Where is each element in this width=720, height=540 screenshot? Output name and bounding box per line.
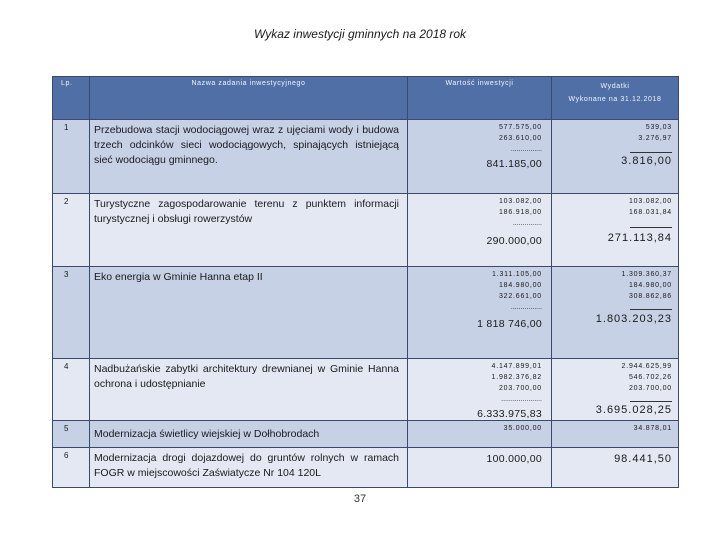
page-number: 37 [353,493,367,505]
sum-rule [630,401,672,402]
row-lp: 1 [53,120,90,194]
row-expenses: 98.441,50 [552,448,679,488]
header-value: Wartość inwestycji [408,77,552,120]
table-row [53,448,679,488]
row-task-name: Nadbużańskie zabytki architektury drewnianej w Gminie Hanna ochrona i udostępnianie [90,359,408,421]
header-name: Nazwa zadania inwestycyjnego [90,77,408,120]
header-row [53,77,679,120]
table-row [53,120,679,194]
row-expenses: 1.309.360,37 184.980,00 308.862,86 1.803.203,23 [552,267,679,359]
table-row [53,194,679,267]
row-value: 100.000,00 [408,448,552,488]
row-value: 1.311.105,00 184.980,00 322.661,00 ................ 1 818 746,00 [408,267,552,359]
row-lp: 3 [53,267,90,359]
row-value: 4.147.899,01 1.982.376,82 203.700,00 ..................... 6.333.975,83 [408,359,552,421]
row-task-name: Eko energia w Gminie Hanna etap II [90,267,408,359]
row-expenses: 539,03 3.276,97 3.816,00 [552,120,679,194]
row-task-name: Modernizacja świetlicy wiejskiej w Dołhobrodach [90,421,408,448]
row-expenses: 2.944.625,99 546.702,26 203.700,00 3.695.028,25 [552,359,679,421]
row-expenses: 34.878,01 [552,421,679,448]
sum-rule [630,227,672,228]
table-row [53,359,679,421]
page-title: Wykaz inwestycji gminnych na 2018 rok [253,27,467,41]
row-task-name: Turystyczne zagospodarowanie terenu z punktem informacji turystycznej i obsługi rowerzystów [90,194,408,267]
row-lp: 5 [53,421,90,448]
row-lp: 2 [53,194,90,267]
sum-rule [630,152,672,153]
row-value: 577.575,00 263.610,00 ................ 841.185,00 [408,120,552,194]
row-task-name: Modernizacja drogi dojazdowej do gruntów rolnych w ramach FOGR w miejscowości Zaświatycze Nr 104 120L [90,448,408,488]
investments-table [52,76,679,488]
row-value: 103.082,00 186.918,00 ............... 290.000,00 [408,194,552,267]
header-lp: Lp. [53,77,90,120]
header-expenses: Wydatki Wykonane na 31.12.2018 [552,77,679,120]
row-task-name: Przebudowa stacji wodociągowej wraz z ujęciami wody i budowa trzech odcinków sieci wodociągowych, spinających istniejącą sieć wodociągu gminnego. [90,120,408,194]
row-lp: 6 [53,448,90,488]
table-row [53,421,679,448]
row-value: 35.000,00 [408,421,552,448]
row-expenses: 103.082,00 168.031,84 271.113,84 [552,194,679,267]
table-row [53,267,679,359]
row-lp: 4 [53,359,90,421]
sum-rule [630,309,672,310]
